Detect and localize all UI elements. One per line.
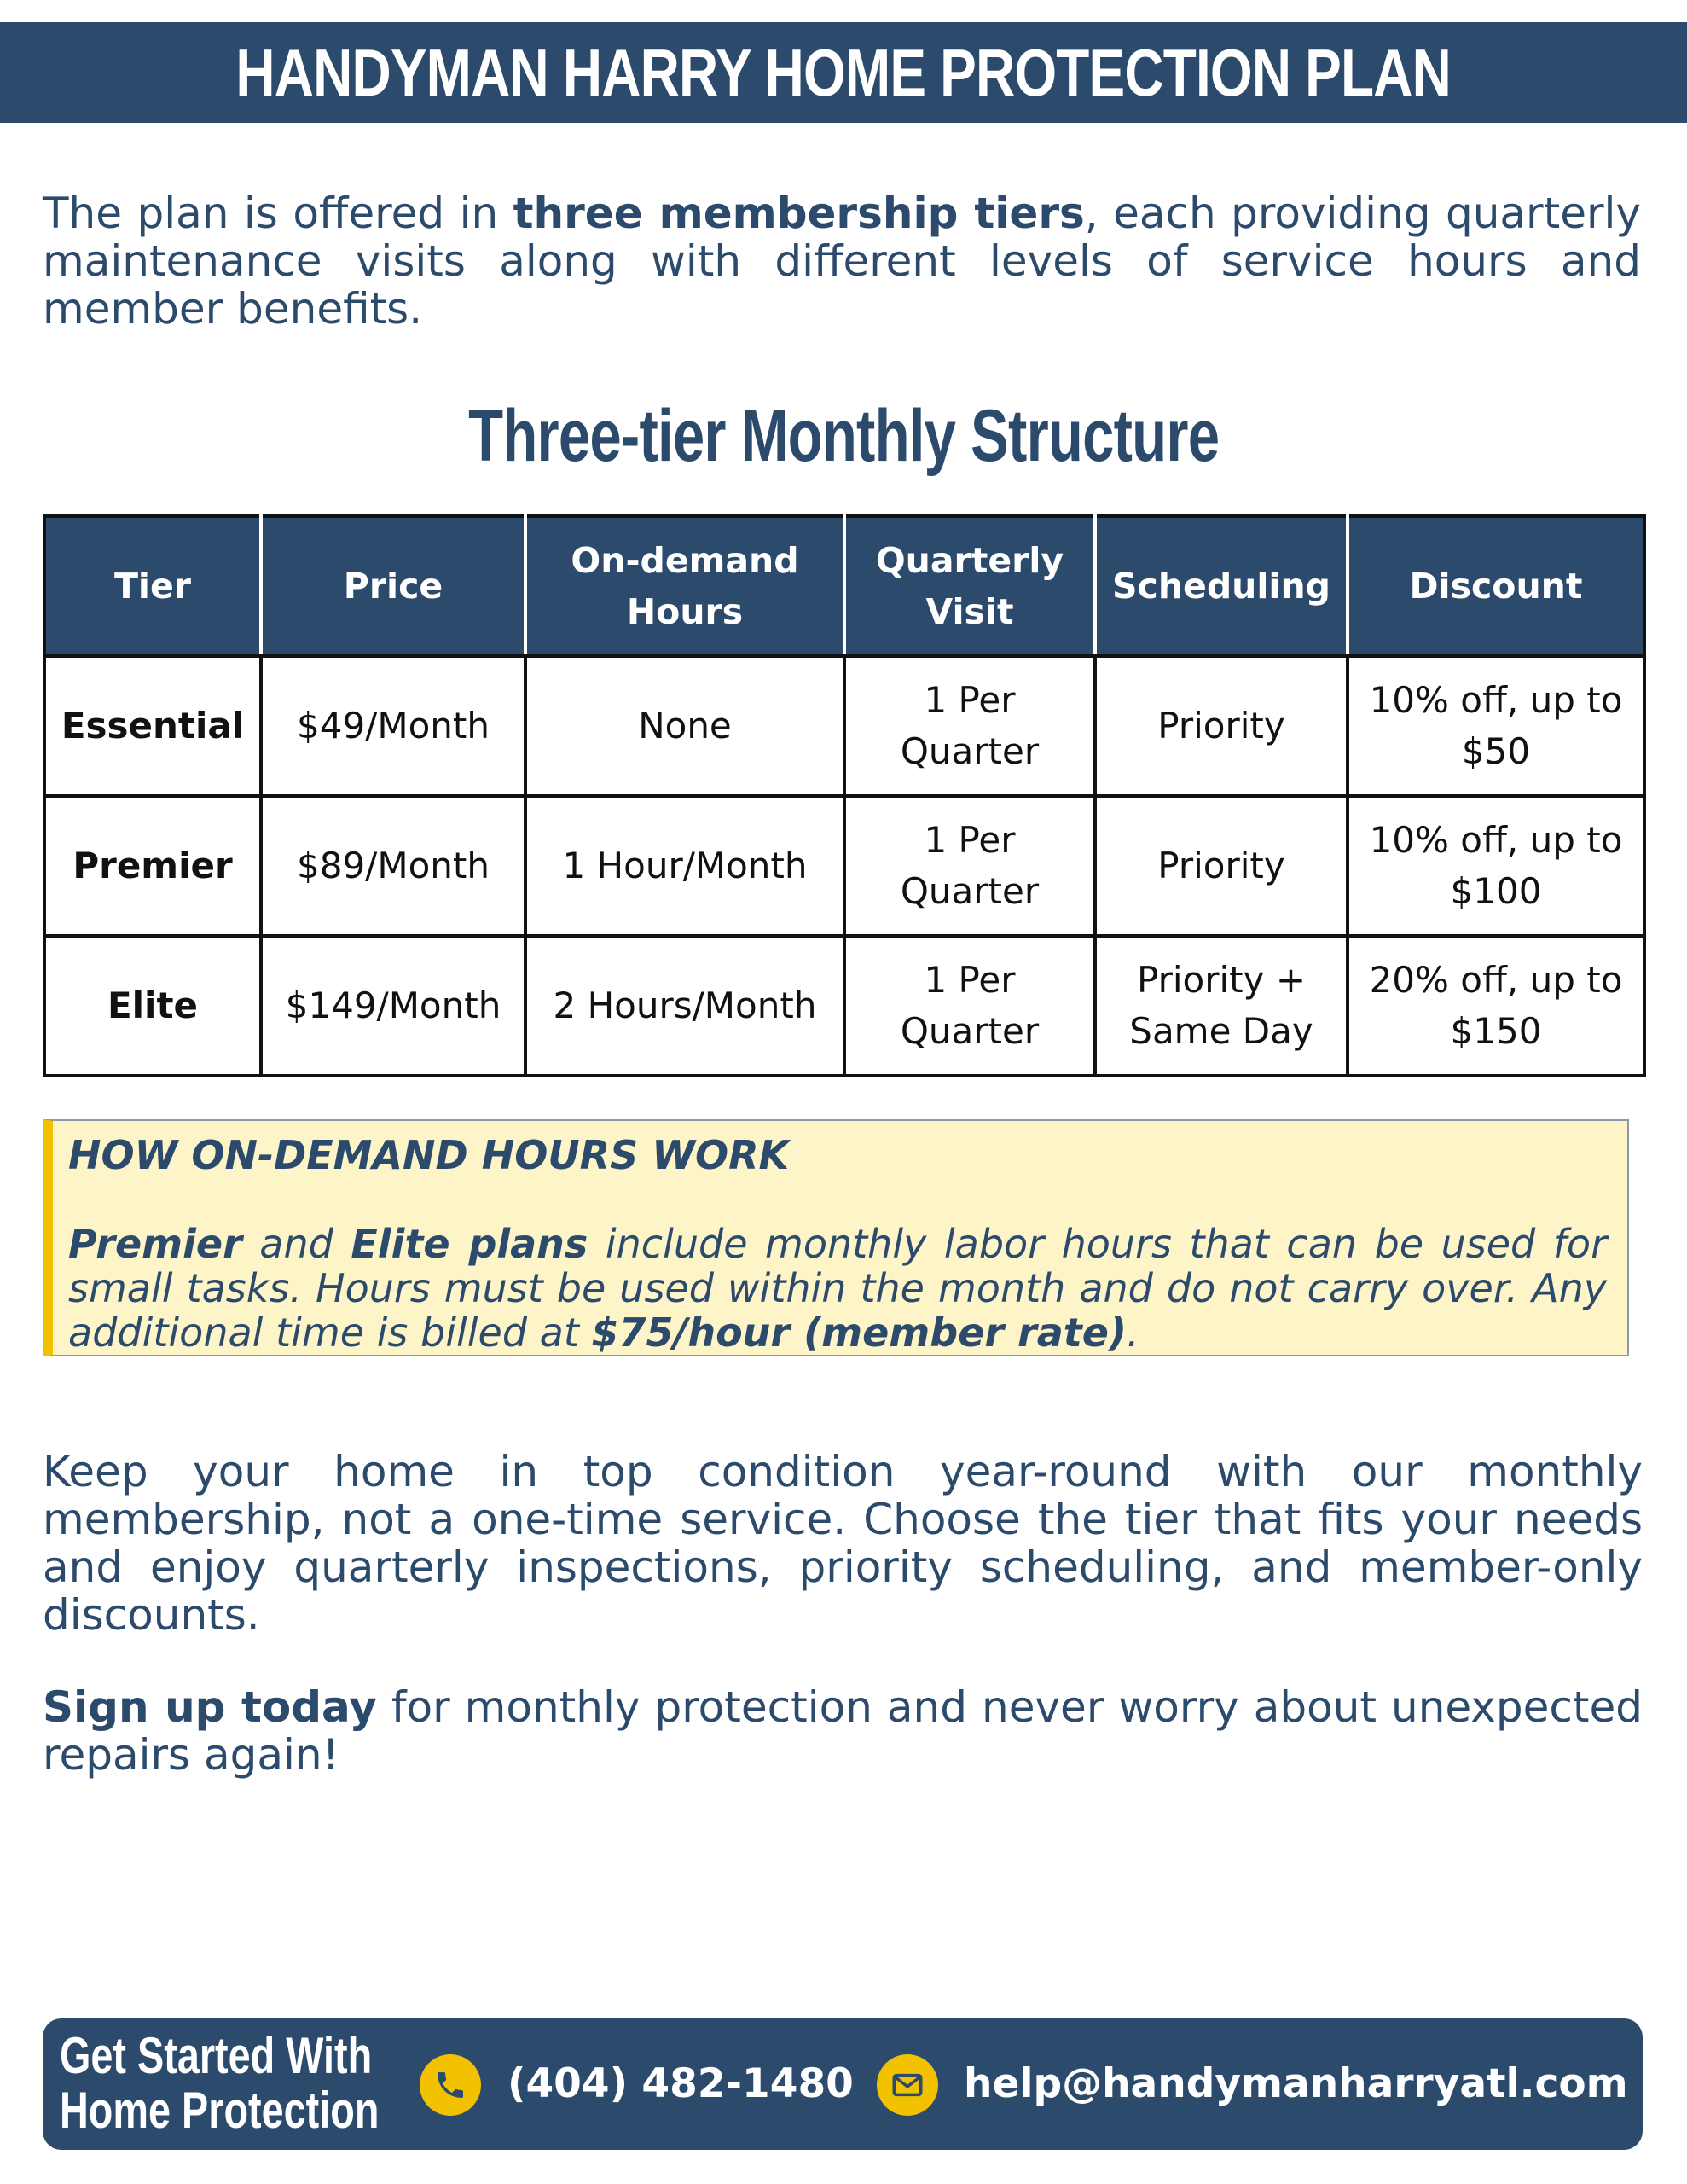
hours-cell: 1 Hour/Month	[525, 796, 844, 936]
visit-line2: Quarter	[900, 870, 1040, 912]
scheduling-line2: Same Day	[1129, 1010, 1313, 1052]
cta-line1: Get Started With	[60, 2027, 373, 2084]
price-cell: $49/Month	[261, 656, 525, 796]
phone-icon	[420, 2054, 481, 2116]
intro-text-1: The plan is offered in	[43, 189, 513, 238]
body-paragraph-1: Keep your home in top condition year-round with our monthly membership, not a one-time service. Choose the tier that fits your needs and enjoy quarterly inspections, priority scheduling, and member-only discounts.	[43, 1447, 1643, 1640]
section-title	[0, 394, 1687, 479]
visit-cell	[844, 796, 1095, 936]
hours-cell: 2 Hours/Month	[525, 936, 844, 1076]
callout-text	[68, 1222, 1607, 1355]
tier-cell: Elite	[44, 936, 261, 1076]
scheduling-line1: Priority +	[1136, 959, 1307, 1001]
scheduling-cell	[1095, 936, 1348, 1076]
email-address[interactable]: help@handymanharryatl.com	[964, 2060, 1628, 2107]
price-cell: $89/Month	[261, 796, 525, 936]
header-banner	[0, 22, 1687, 123]
discount-line1: 10% off, up to	[1369, 819, 1623, 861]
page-title: HANDYMAN HARRY HOME PROTECTION PLAN	[235, 34, 1452, 110]
table-row	[44, 796, 1644, 936]
header-hours	[525, 516, 844, 656]
header-hours-line2: Hours	[626, 591, 744, 632]
visit-cell	[844, 936, 1095, 1076]
cta-line2: Home Protection	[60, 2082, 380, 2139]
visit-cell	[844, 656, 1095, 796]
callout-bold-elite: Elite plans	[351, 1221, 588, 1267]
intro-text-2: , each providing quarterly maintenance visits along with different levels of service hours and member benefits.	[43, 189, 1642, 334]
tier-cell: Premier	[44, 796, 261, 936]
body-paragraph-2-text: for monthly protection and never worry about unexpected repairs again!	[43, 1682, 1643, 1780]
discount-line1: 20% off, up to	[1369, 959, 1623, 1001]
table-row	[44, 936, 1644, 1076]
discount-line1: 10% off, up to	[1369, 679, 1623, 721]
tier-cell: Essential	[44, 656, 261, 796]
discount-line2: $50	[1461, 730, 1531, 772]
callout-text-2: include monthly labor hours that can be used for small tasks. Hours must be used within the month and do not carry over. Any additional time is billed at	[68, 1221, 1607, 1356]
table-row	[44, 656, 1644, 796]
hours-cell: None	[525, 656, 844, 796]
discount-cell	[1348, 656, 1644, 796]
scheduling-cell: Priority	[1095, 656, 1348, 796]
header-price: Price	[261, 516, 525, 656]
visit-line1: 1 Per	[924, 959, 1016, 1001]
section-title-text: Three-tier Monthly Structure	[467, 395, 1220, 477]
header-hours-line1: On-demand	[571, 540, 799, 581]
header-visit-line2: Visit	[925, 591, 1014, 632]
envelope-icon	[877, 2054, 938, 2116]
discount-cell	[1348, 936, 1644, 1076]
callout-bold-premier: Premier	[68, 1221, 242, 1267]
price-cell: $149/Month	[261, 936, 525, 1076]
callout-text-3: .	[1126, 1310, 1139, 1356]
visit-line2: Quarter	[900, 1010, 1040, 1052]
header-visit	[844, 516, 1095, 656]
discount-cell	[1348, 796, 1644, 936]
footer-bar	[43, 2018, 1643, 2150]
footer-cta	[60, 2029, 418, 2138]
callout-text-1: and	[241, 1221, 351, 1267]
header-scheduling: Scheduling	[1095, 516, 1348, 656]
header-visit-line1: Quarterly	[875, 540, 1064, 581]
header-tier: Tier	[44, 516, 261, 656]
callout-heading: HOW ON-DEMAND HOURS WORK	[68, 1132, 790, 1178]
body-paragraph-2	[43, 1683, 1643, 1779]
visit-line1: 1 Per	[924, 679, 1016, 721]
discount-line2: $100	[1450, 870, 1542, 912]
visit-line2: Quarter	[900, 730, 1040, 772]
phone-number[interactable]: (404) 482-1480	[507, 2060, 854, 2107]
visit-line1: 1 Per	[924, 819, 1016, 861]
header-discount: Discount	[1348, 516, 1644, 656]
tier-table	[43, 514, 1646, 1077]
table-header-row	[44, 516, 1644, 656]
intro-bold: three membership tiers	[513, 189, 1085, 238]
scheduling-cell: Priority	[1095, 796, 1348, 936]
on-demand-callout	[43, 1119, 1629, 1356]
discount-line2: $150	[1450, 1010, 1542, 1052]
callout-bold-rate: $75/hour (member rate)	[591, 1310, 1127, 1356]
sign-up-bold: Sign up today	[43, 1682, 377, 1732]
intro-paragraph	[43, 189, 1641, 333]
